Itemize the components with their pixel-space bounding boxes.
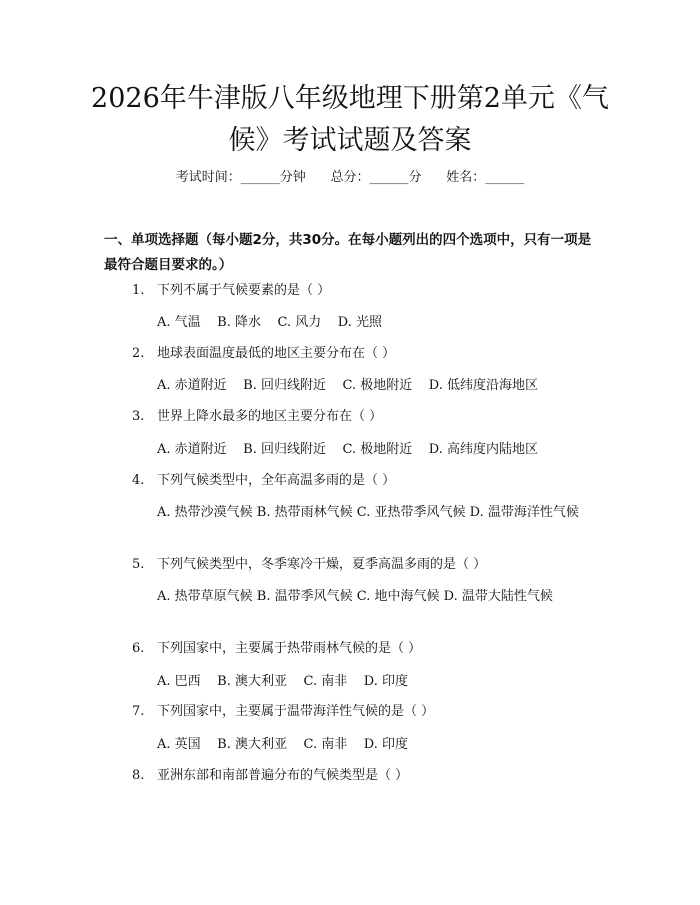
question-3-options: A. 赤道附近 B. 回归线附近 C. 极地附近 D. 高纬度内陆地区 (157, 442, 539, 457)
question-number: 6. (132, 641, 145, 656)
question-stem: 下列气候类型中，全年高温多雨的是（ ） (157, 473, 396, 488)
question-2-options: A. 赤道附近 B. 回归线附近 C. 极地附近 D. 低纬度沿海地区 (157, 378, 539, 393)
question-4-options: A. 热带沙漠气候 B. 热带雨林气候 C. 亚热带季风气候 D. 温带海洋性气候 (157, 505, 579, 520)
section-heading: 一、单项选择题（每小题2分，共30分。在每小题列出的四个选项中，只有一项是最符合题目要求的。） (104, 232, 592, 273)
question-stem: 下列不属于气候要素的是（ ） (157, 283, 331, 298)
question-1-options: A. 气温 B. 降水 C. 风力 D. 光照 (157, 315, 383, 330)
question-7-options: A. 英国 B. 澳大利亚 C. 南非 D. 印度 (157, 737, 409, 752)
question-stem: 世界上降水最多的地区主要分布在（ ） (157, 409, 383, 424)
question-number: 3. (132, 409, 145, 424)
question-stem: 下列国家中，主要属于热带雨林气候的是（ ） (157, 641, 422, 656)
question-5-options: A. 热带草原气候 B. 温带季风气候 C. 地中海气候 D. 温带大陆性气候 (157, 589, 553, 604)
question-number: 8. (132, 768, 145, 783)
question-number: 5. (132, 557, 145, 572)
question-number: 4. (132, 473, 145, 488)
question-stem: 亚洲东部和南部普遍分布的气候类型是（ ） (157, 768, 409, 783)
exam-title: 2026年牛津版八年级地理下册第2单元《气候》考试试题及答案 (91, 83, 609, 156)
exam-meta-line: 考试时间：______分钟 总分：______分 姓名：______ (175, 170, 525, 185)
question-stem: 下列国家中，主要属于温带海洋性气候的是（ ） (157, 704, 435, 719)
question-stem: 下列气候类型中，冬季寒冷干燥，夏季高温多雨的是（ ） (157, 557, 487, 572)
question-number: 2. (132, 346, 145, 361)
question-number: 7. (132, 704, 145, 719)
question-number: 1. (132, 283, 145, 298)
question-6-options: A. 巴西 B. 澳大利亚 C. 南非 D. 印度 (157, 674, 409, 689)
question-stem: 地球表面温度最低的地区主要分布在（ ） (157, 346, 396, 361)
